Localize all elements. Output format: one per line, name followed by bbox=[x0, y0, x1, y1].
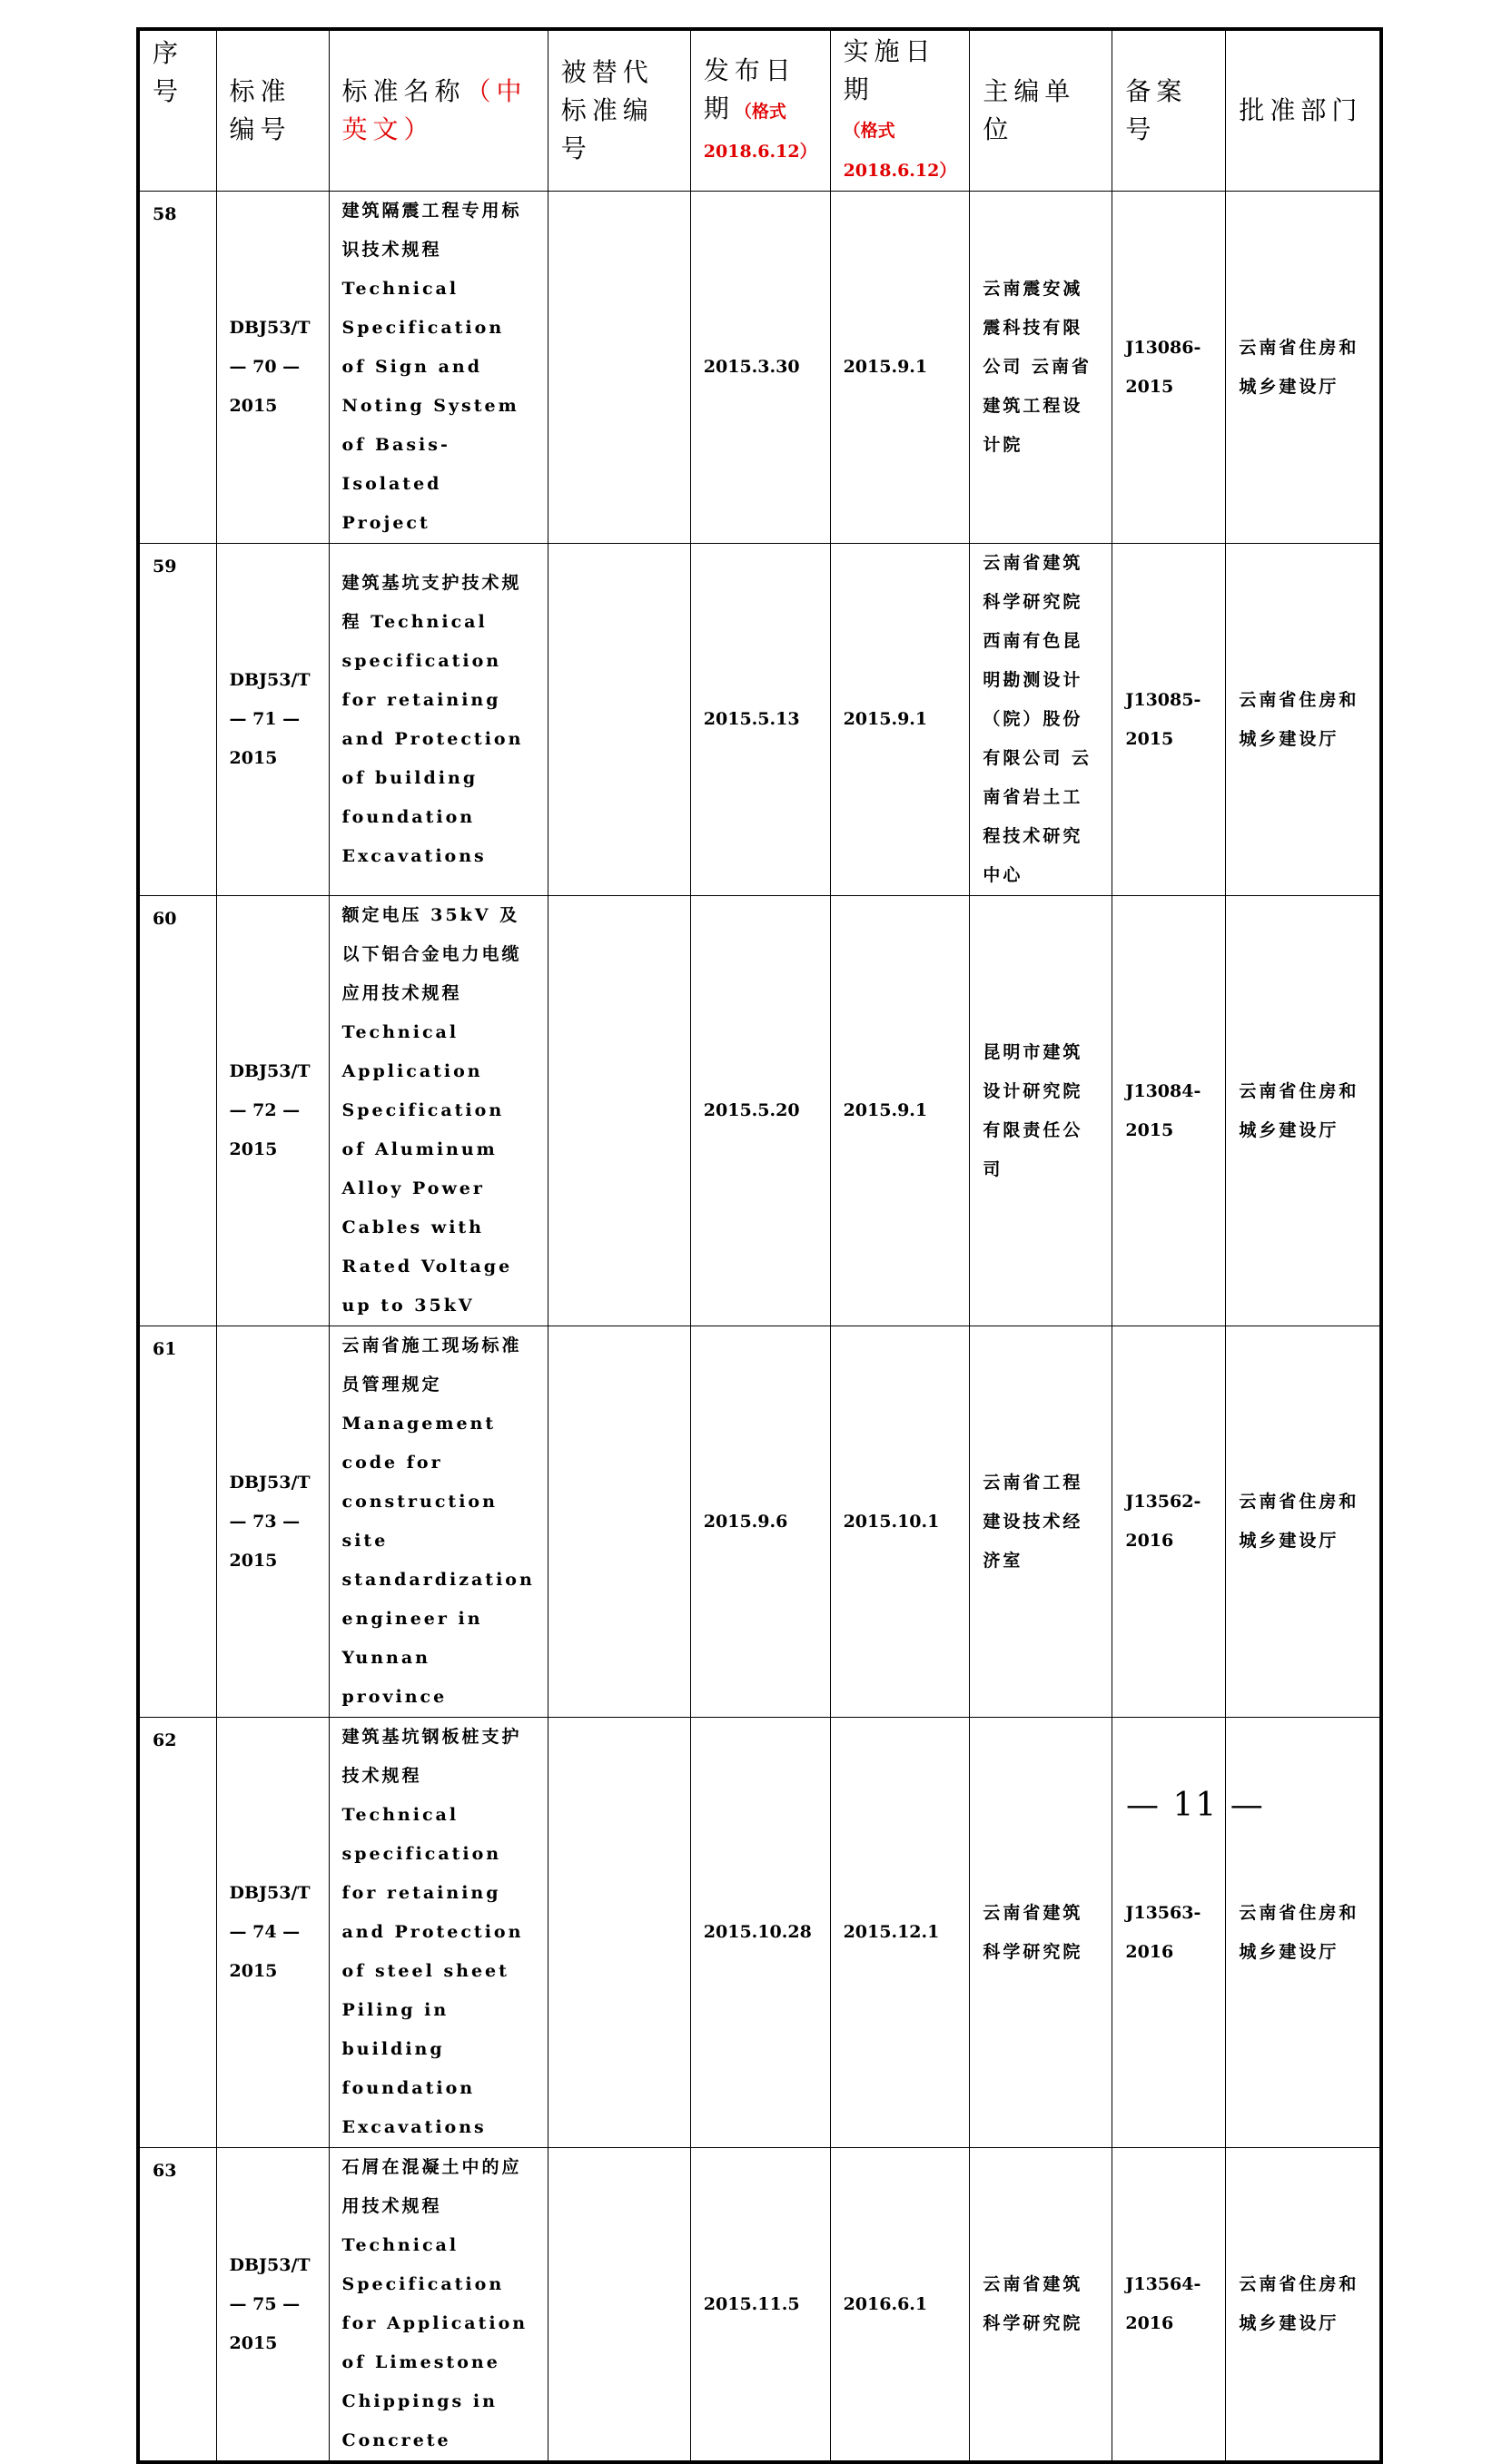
header-publish-date-label: 发布日期 bbox=[703, 55, 796, 123]
table-row bbox=[138, 1718, 1381, 2148]
header-replaced-number: 被替代标准编号 bbox=[548, 29, 690, 192]
code-number: — 75 — bbox=[229, 2293, 301, 2314]
cell-record-number: J13562-2016 bbox=[1112, 1326, 1226, 1718]
header-implement-date-label: 实施日期 bbox=[843, 36, 936, 104]
header-implement-format bbox=[844, 121, 957, 181]
cell-record-number: J13086-2015 bbox=[1112, 192, 1226, 544]
header-implement-format-value: 2018.6.12） bbox=[843, 161, 957, 181]
cell-approving-department: 云南省住房和城乡建设厅 bbox=[1226, 896, 1381, 1326]
code-prefix: DBJ53/T bbox=[229, 2254, 311, 2275]
cell-record-number: J13084-2015 bbox=[1112, 896, 1226, 1326]
header-approving-department: 批准部门 bbox=[1226, 29, 1381, 192]
code-year: 2015 bbox=[229, 2332, 278, 2353]
code-year: 2015 bbox=[229, 396, 278, 416]
cell-chief-editor: 云南省建筑科学研究院 bbox=[970, 1718, 1112, 2148]
code-year: 2015 bbox=[229, 1961, 278, 1981]
header-seq: 序号 bbox=[138, 29, 216, 192]
header-implement-date bbox=[830, 29, 970, 192]
cell-record-number: J13085-2015 bbox=[1112, 544, 1226, 896]
table-row bbox=[138, 896, 1381, 1326]
cell-seq: 61 bbox=[138, 1326, 216, 1718]
code-year: 2015 bbox=[229, 748, 278, 768]
cell-standard-name: 额定电压 35kV 及以下铝合金电力电缆应用技术规程 Technical Application Specification of Aluminum Alloy Power Cables with Rated Voltage up to 35kV bbox=[329, 896, 548, 1326]
cell-approving-department: 云南省住房和城乡建设厅 bbox=[1226, 2148, 1381, 2463]
cell-seq: 59 bbox=[138, 544, 216, 896]
standards-table bbox=[136, 27, 1383, 2464]
cell-standard-name: 石屑在混凝土中的应用技术规程 Technical Specification for Application of Limestone Chippings in Concrete bbox=[329, 2148, 548, 2463]
header-standard-name-label: 标准名称 bbox=[341, 76, 466, 106]
cell-replaced-number bbox=[548, 1718, 690, 2148]
cell-replaced-number bbox=[548, 1326, 690, 1718]
header-standard-name bbox=[329, 29, 548, 192]
code-year: 2015 bbox=[229, 1550, 278, 1571]
code-number: — 73 — bbox=[229, 1511, 301, 1532]
cell-standard-number bbox=[216, 192, 329, 544]
cell-seq: 63 bbox=[138, 2148, 216, 2463]
cell-standard-name: 建筑基坑支护技术规程 Technical specification for retaining and Protection of building foundation Excavations bbox=[329, 544, 548, 896]
cell-implement-date: 2015.9.1 bbox=[830, 192, 970, 544]
code-number: — 72 — bbox=[229, 1100, 301, 1120]
cell-publish-date: 2015.9.6 bbox=[690, 1326, 830, 1718]
header-standard-number: 标准编号 bbox=[216, 29, 329, 192]
cell-publish-date: 2015.3.30 bbox=[690, 192, 830, 544]
cell-standard-name: 建筑基坑钢板桩支护技术规程 Technical specification for retaining and Protection of steel sheet Piling in building foundation Excavations bbox=[329, 1718, 548, 2148]
code-prefix: DBJ53/T bbox=[229, 1883, 311, 1903]
code-prefix: DBJ53/T bbox=[229, 670, 311, 690]
cell-implement-date: 2016.6.1 bbox=[830, 2148, 970, 2463]
cell-chief-editor: 昆明市建筑设计研究院有限责任公司 bbox=[970, 896, 1112, 1326]
code-prefix: DBJ53/T bbox=[229, 1472, 311, 1493]
cell-standard-number bbox=[216, 896, 329, 1326]
cell-replaced-number bbox=[548, 896, 690, 1326]
table-row bbox=[138, 544, 1381, 896]
cell-approving-department: 云南省住房和城乡建设厅 bbox=[1226, 192, 1381, 544]
cell-publish-date: 2015.10.28 bbox=[690, 1718, 830, 2148]
cell-record-number: J13563-2016 bbox=[1112, 1718, 1226, 2148]
cell-chief-editor: 云南省建筑科学研究院 西南有色昆明勘测设计（院）股份有限公司 云南省岩土工程技术研究中心 bbox=[970, 544, 1112, 896]
cell-standard-number bbox=[216, 2148, 329, 2463]
cell-publish-date: 2015.5.13 bbox=[690, 544, 830, 896]
cell-standard-name: 建筑隔震工程专用标识技术规程 Technical Specification of Sign and Noting System of Basis-Isolated Project bbox=[329, 192, 548, 544]
header-standard-name-language-note: （中英文） bbox=[341, 76, 528, 144]
cell-seq: 60 bbox=[138, 896, 216, 1326]
cell-standard-number bbox=[216, 1326, 329, 1718]
cell-standard-name: 云南省施工现场标准员管理规定 Management code for construction site standardization engineer in Yunnan province bbox=[329, 1326, 548, 1718]
cell-implement-date: 2015.9.1 bbox=[830, 544, 970, 896]
cell-standard-number bbox=[216, 544, 329, 896]
cell-implement-date: 2015.12.1 bbox=[830, 1718, 970, 2148]
cell-replaced-number bbox=[548, 2148, 690, 2463]
cell-approving-department: 云南省住房和城乡建设厅 bbox=[1226, 1718, 1381, 2148]
cell-publish-date: 2015.11.5 bbox=[690, 2148, 830, 2463]
cell-chief-editor: 云南省工程建设技术经济室 bbox=[970, 1326, 1112, 1718]
header-record-number: 备案号 bbox=[1112, 29, 1226, 192]
code-number: — 71 — bbox=[229, 709, 301, 729]
header-publish-format-value: 2018.6.12） bbox=[703, 142, 817, 162]
cell-publish-date: 2015.5.20 bbox=[690, 896, 830, 1326]
table-row bbox=[138, 1326, 1381, 1718]
code-prefix: DBJ53/T bbox=[229, 318, 311, 338]
header-implement-format-label: （格式 bbox=[843, 121, 895, 141]
cell-approving-department: 云南省住房和城乡建设厅 bbox=[1226, 544, 1381, 896]
cell-standard-number bbox=[216, 1718, 329, 2148]
page-number: — 11 — bbox=[1126, 1787, 1265, 1824]
cell-record-number: J13564-2016 bbox=[1112, 2148, 1226, 2463]
cell-chief-editor: 云南震安减震科技有限公司 云南省建筑工程设计院 bbox=[970, 192, 1112, 544]
code-number: — 74 — bbox=[229, 1922, 301, 1942]
code-number: — 70 — bbox=[229, 357, 301, 377]
header-publish-date bbox=[690, 29, 830, 192]
cell-implement-date: 2015.10.1 bbox=[830, 1326, 970, 1718]
standards-table-container bbox=[136, 27, 1383, 2464]
table-row bbox=[138, 2148, 1381, 2463]
code-prefix: DBJ53/T bbox=[229, 1061, 311, 1081]
cell-chief-editor: 云南省建筑科学研究院 bbox=[970, 2148, 1112, 2463]
cell-seq: 58 bbox=[138, 192, 216, 544]
table-row bbox=[138, 192, 1381, 544]
header-row bbox=[138, 29, 1381, 192]
cell-approving-department: 云南省住房和城乡建设厅 bbox=[1226, 1326, 1381, 1718]
header-publish-format-label: （格式 bbox=[734, 102, 786, 122]
cell-implement-date: 2015.9.1 bbox=[830, 896, 970, 1326]
cell-replaced-number bbox=[548, 192, 690, 544]
header-chief-editor: 主编单位 bbox=[970, 29, 1112, 192]
code-year: 2015 bbox=[229, 1139, 278, 1159]
cell-seq: 62 bbox=[138, 1718, 216, 2148]
cell-replaced-number bbox=[548, 544, 690, 896]
